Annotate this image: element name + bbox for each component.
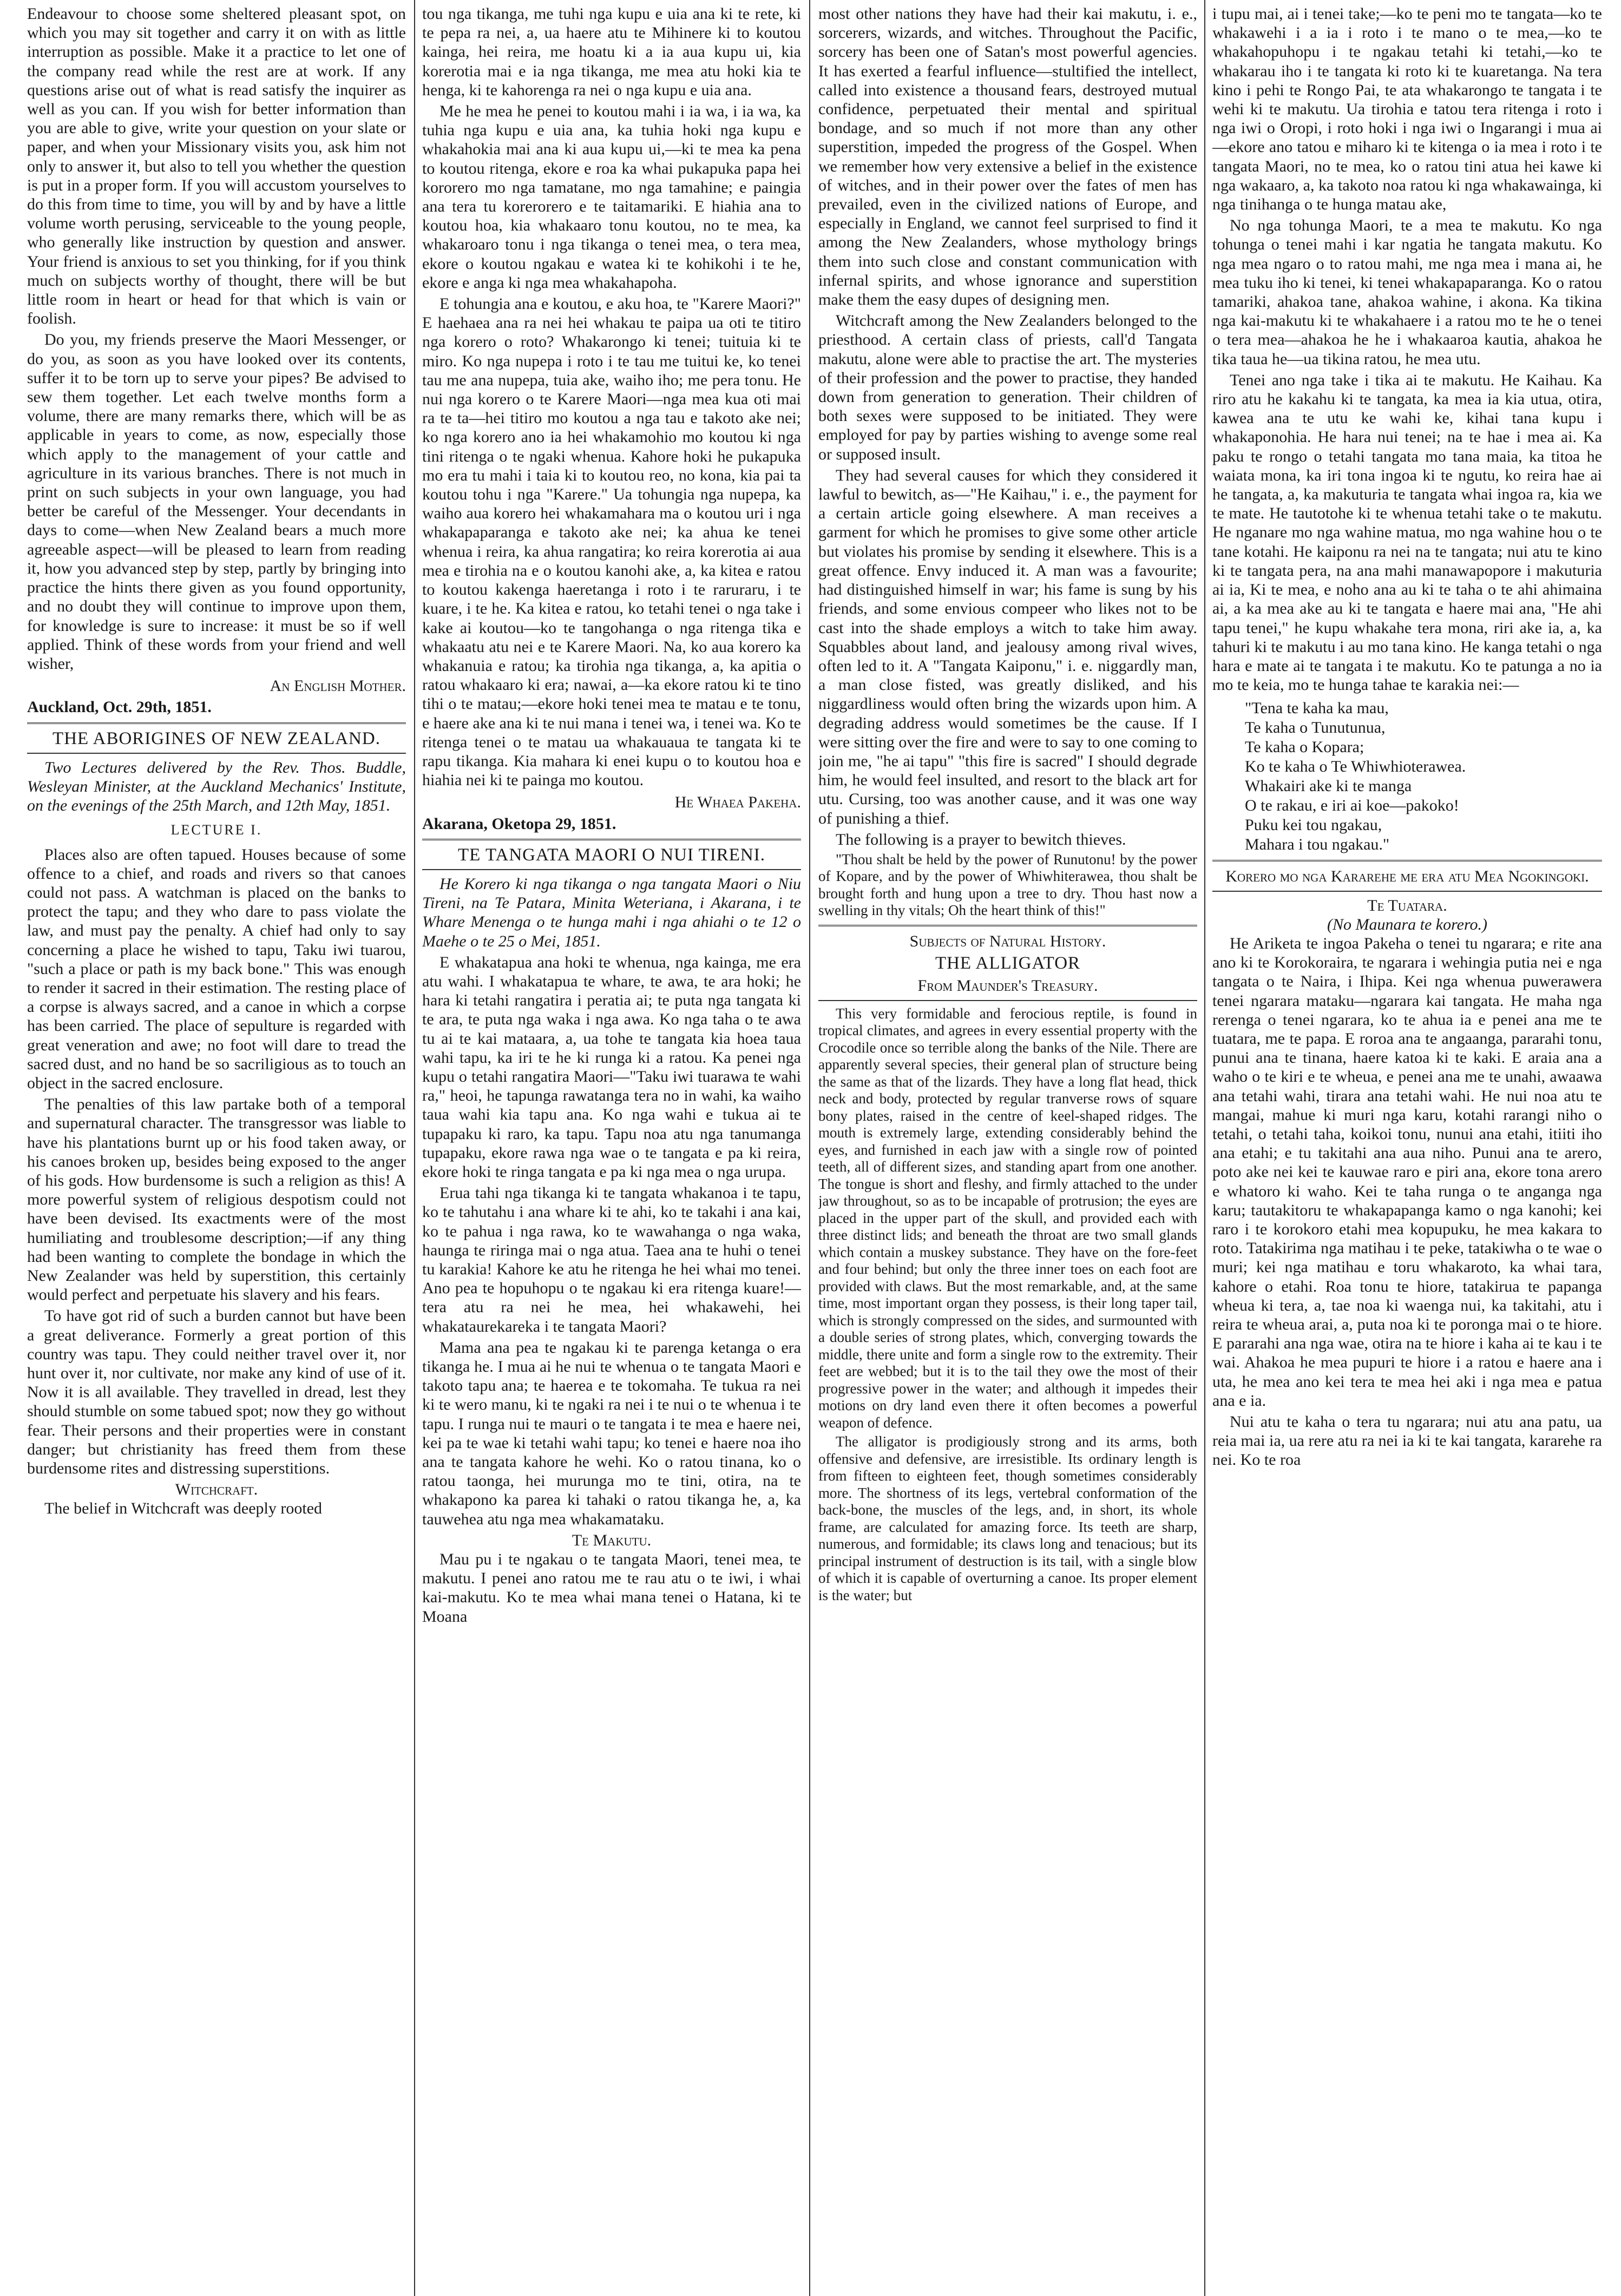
letter-dateline: Auckland, Oct. 29th, 1851. <box>27 698 212 716</box>
article-paragraph: Mau pu i te ngakau o te tangata Maori, tenei mea, te makutu. I penei ano ratou me te rau atu o te iwi, i whai kai-makutu. Ko te mea whai mana tenei o Hatana, ki te Moana <box>422 1550 801 1626</box>
article-paragraph: No nga tohunga Maori, te a mea te makutu. Ko nga tohunga o tenei mahi i kar ngatia he tangata makutu. Ko nga mea ngaro o to ratou mahi, me nga mea i mana ai, he mea tuku iho ki tenei, ki tenei whakapaparanga. Ko o ratou tamariki, ahakoa tane, ahakoa wahine, i akona. Ka tikina nga kai-makutu ki te whakahaere i a ratou mo te he o tenei o tera mea—ahakoa he he i whakaaroa kautia, ahakoa he tika taua he—ua tikina ratou, he mea utu. <box>1212 216 1602 368</box>
section-divider <box>1212 891 1602 892</box>
letter-paragraph: Me he mea he penei to koutou mahi i ia wa, i ia wa, ka tuhia nga kupu e uia ana, ka tuhia hoki nga kupu e whakahokia mai ana ki aua kupu ui,—ki te mea ka pena to koutou ritenga, ekore e roa ka whai pukapuka papa hei kororero mo nga tamatane, mo nga tamahine; e paingia ana tera tu korerorero e te taitamariki. E hiahia ana to koutou hoa, kia whakaaro tonu koutou, no te mea, ka whakaroaro tonu i nga tikanga o tenei mea, o tera mea, ekore o koutou ngakau e watea ki te kohikohi i te he, ekore e anga ki nga mea whakahapoha. <box>422 102 801 292</box>
lecture-paragraph: Places also are often tapued. Houses because of some offence to a chief, and roads and rivers so that canoes could not pass. A watchman is placed on the banks to protect the tapu; and they who dare to pass violate the law, and must pay the penalty. A chief had only to say concerning a place he wished to tapu, Taku iwi tuarou, "such a place or path is my back bone." This was enough to render it sacred in their estimation. The resting place of a corpse is always sacred, and a canoe in which a corpse has been carried. The place of sepulture is regarded with great veneration and awe; no foot will dare to tread the sacred dust, and no hand be so sacriligious as to touch an object in the sacred enclosure. <box>27 845 406 1092</box>
poem-line: "Tena te kaha ka mau, <box>1245 699 1389 718</box>
letter-paragraph: Do you, my friends preserve the Maori Messenger, or do you, as soon as you have looked over its contents, suffer it to be torn up to serve your pipes? Be advised to sew them together. Let each twelve months form a volume, there are many remarks there, which will be as applicable in years to come, as now, especially those which apply to the management of your cattle and agriculture in its various branches. There is not much in print on such subjects in your own language, you had better be careful of the Messenger. Your decendants in days to come—when New Zealand bears a much more agreeable aspect—will be pleased to learn from reading it, how you advanced step by step, partly by bringing into practice the hints there given as you found opportunity, and no doubt they will continue to improve upon them, for knowledge is sure to increase: it must be so if well applied. Think of these words from your friend and well wisher, <box>27 331 406 673</box>
section-divider <box>422 839 801 840</box>
article-paragraph: Nui atu te kaha o tera tu ngarara; nui atu ana patu, ua reia mai ia, ua rere atu ra nei ia ki te kai tangata, kararehe ra nei. Ko te roa <box>1212 1413 1602 1469</box>
lecture-paragraph: The belief in Witchcraft was deeply rooted <box>44 1499 323 1518</box>
article-paragraph: He Ariketa te ingoa Pakeha o tenei tu ngarara; e rite ana ano ki te Korokoraira, te ngarara i wehingia putia nei e nga tangata o te Naira, i Ihipa. Kei nga whenua puwerawera tenei ngarara mataku—ngarara kai tangata. He maha nga rerenga o tenei ngarara, ko te ahua ia e penei ana me te tuatara, me te papa. E roroa ana te angaanga, pararahi tonu, punui ana te tinana, haere katoa ki te kaki. E araia ana a waho o te kiri e te wheua, e penei ana me te unahi, awaawa ana tetahi wahi, tirara ana tetahi wahi. He nui noa atu te mangai, mahue ki muri nga karu, kotahi rarangi niho o tetahi, o tetahi taha, koikoi tonu, nunui ana etahi, itiiti iho ana etahi; e tu takitahi ana aua niho. Punui ana te arero, poto ake nei kei te kauwae raro e piri ana, ekore tona arero e whatoro ki waho. Kei te taha runga o te anganga nga karu; tautakitoru te whakapapanga kamo o nga kanohi; kei raro i te korokoro etahi mea kopupuku, he mea kakara to roto. Tatakirima nga matihau i te peke, tatakiwha o te wae o muri; kei nga matihau e toru whakaroto, ka whai tara, kahore o etahi. Roa tonu te hiore, tatakirua te papanga wheua ki tera, a, tae noa ki waenga nui, ka takitahi, atu i reira te wheua arai, a, puta noa ki te poronga mai o te hiore. E pararahi ana nga wae, otira na te hiore i kaha ai te kau i te wai. Ahakoa he mea pupuri te hiore i a ratou e haere ana i uta, he mea ano kei tera te mea hei aki i nga mea e patua ana e ia. <box>1212 934 1602 1410</box>
article-paragraph: The following is a prayer to bewitch thieves. <box>836 830 1126 848</box>
article-heading: TE TANGATA MAORI O NUI TIRENI. <box>458 845 765 865</box>
column-rule <box>1204 0 1205 2296</box>
section-divider <box>1212 860 1602 861</box>
letter-paragraph: tou nga tikanga, me tuhi nga kupu e uia ana ki te rete, ki te pepa ra nei, a, ua haere atu te Mihinere ki to koutou kainga, hei reira, me hoatu ki a ia aua kupu ui, kia korerotia mai e ia nga tikanga, me mea atu hoki kia te henga, ki te kahorenga ra nei o nga kupu e uia ana. <box>422 5 801 99</box>
column-1 <box>27 4 406 2292</box>
letter-dateline: Akarana, Oketopa 29, 1851. <box>422 814 616 833</box>
lecture-paragraph: To have got rid of such a burden cannot but have been a great deliverance. Formerly a great portion of this country was tapu. They could neither travel over it, nor hunt over it, nor cultivate, nor make any kind of use of it. Now it is all available. They travelled in dread, lest they should stumble on some tabued spot; now they go without fear. Their persons and their properties were in constant danger; but christianity has freed them from these burdensome rites and distressing superstitions. <box>27 1307 406 1478</box>
article-paragraph: E whakatapua ana hoki te whenua, nga kainga, me era atu wahi. I whakatapua te whare, te awa, te ara hoki; he hara ki tetahi rangatira i peratia ai; te puta nga tangata ki te ara, te puta nga waka i nga awa. Ko nga taha o te awa tu ai te kai mataara, a, ua tohe te tangata kia hoea taua wahi tapu, ka iri te he ki runga ki a ratou. Ka penei nga kupu o tetahi rangatira Maori—"Taku iwi tuarawa te wahi ra," heoi, he tapunga rawatanga tera no in wahi, ka waiho taua wahi kia tapu ana. Ko nga wahi e tukua ai te tupapaku ki raro, ka tapu. Tapu noa atu nga tanumanga tupapaku, ekore rawa nga wae o te tangata e pa ki reira, ekore hoki te ringa tangata e pa ki nga mea o nga urupa. <box>422 953 801 1181</box>
article-source: From Maunder's Treasury. <box>917 977 1098 995</box>
poem-line: Whakairi ake ki te manga <box>1245 777 1412 795</box>
article-heading: Te Tuatara. <box>1367 896 1447 915</box>
section-divider <box>818 925 1197 926</box>
section-subheading: Witchcraft. <box>175 1481 258 1499</box>
article-paragraph: i tupu mai, ai i tenei take;—ko te peni mo te tangata—ko te whakawehi i a ia i roto i te mano o te mea,—ko te whakahopuhopu i te ngakau tetahi ki tetahi,—ko te whakarau iho i te tangata ki roto ki te kuaretanga. Na tera kino i pehi te Rongo Pai, te ata whakarongo te tangata i te wehi ki te makutu. Ua tirohia e tatou tera ritenga i roto i nga iwi o Oropi, i roto hoki i nga iwi o Ingarangi i mua ai—ekore ano tatou e miharo ki te kitenga o ia mea i roto i te tangata Maori, no te mea, ko o ratou tini atua hei kawe ki nga wakaaro, a, ka takoto noa ratou ki nga whakawainga, ki nga tinihanga o te hunga matau ake, <box>1212 5 1602 214</box>
karakia-poem <box>1245 699 1602 854</box>
poem-line: Mahara i tou ngakau." <box>1245 835 1390 854</box>
lecture-paragraph: The penalties of this law partake both of a temporal and supernatural character. The transgressor was liable to have his plantations burnt up or his food taken away, or his canoes broken up, besides being exposed to the anger of his gods. How burdensome is such a religion as this! A more powerful system of religious despotism could not have been devised. Its exactments were of the most humiliating and troublesome description;—if any thing had been wanting to complete the bondage in which the New Zealander was held by superstition, this certainly would perfect and perpetuate his slavery and his fears. <box>27 1095 406 1304</box>
letter-paragraph: E tohungia ana e koutou, e aku hoa, te "Karere Maori?" E haehaea ana ra nei hei whakau te paipa ua oti te titiro nga korero o roto? Whakarongo ki tenei; tuituia ki te miro. Ko nga nupepa i roto i te tau me tuitui ke, ko tenei tau me ana nupepa, tuia ake, waiho iho; me pera tonu. He nui nga korero o te Karere Maori—nga mea kua oti mai ra te ta—hei titiro mo koutou a nga tau e takoto ake nei; ko nga korero ano ia hei whakamohio mo koutou ki nga tini ritenga o te ngaki whenua. Kahore hoki he pukapuka mo era tu mahi i taia ki to koutou reo, no kona, kia pai ta koutou tohu i nga "Karere." Ua tohungia nga nupepa, ka waiho aua korero hei whakamahara ma o koutou uri i nga whakapaparanga e takoto ake nei; ka ahua ke tenei whenua i reira, ka ahua rangatira; ko reira korerotia ai aua mea e tirohia na e o koutou kanohi ake, a, ka kitea e ratou to koutou kakenga haeretanga i roto i te raruraru, i te kuare, i te he. Ka kitea e ratou, ko tetahi tenei o nga take i kake ai koutou—ko te tangohanga o nga ritenga tika e whakaatu atu nei e te Karere Maori. Na, ko aua korero ka whakanuia e ratou; ka tirohia nga tikanga, a, ka apitia o ratou whakaaro ki era; nawai, a—ka ekore ratou ki te tino tihi o te matau;—ekore hoki tenei mea te matau e te tonu, e haere ake ana ki te nui mana i tenei wa, i tenei wa. Ko te ritenga tenei o te matau ua whakauaua te tangata ki te rapu tikanga. Kia mahara ki enei kupu o to koutou hoa e hiahia nei ki te painga mo koutou. <box>422 295 801 790</box>
poem-line: O te rakau, e iri ai koe—pakoko! <box>1245 797 1459 815</box>
column-2 <box>422 4 801 2292</box>
column-rule <box>809 0 810 2296</box>
letter-signature: An English Mother. <box>270 677 406 695</box>
article-source: (No Maunara te korero.) <box>1327 915 1488 933</box>
section-heading: Subjects of Natural History. <box>909 932 1106 950</box>
section-heading: Korero mo nga Kararehe me era atu Mea Ngokingoki. <box>1225 867 1589 886</box>
column-4 <box>1212 4 1602 2292</box>
article-paragraph: most other nations they have had their kai makutu, i. e., sorcerers, wizards, and witches. Throughout the Pacific, sorcery has been one of Satan's most powerful agencies. It has exerted a fearful influence—stultified the intellect, called into existence a thousand fears, destroyed mutual confidence, perpetuated their mental and spiritual bondage, and so much if not more than any other superstition, impeded the progress of the Gospel. When we remember how very extensive a belief in the existence of witches, and in their power over the fates of men has prevailed, even in the civilized nations of Europe, and especially in England, we cannot feel surprised to find it among the New Zealanders, whose mythology brings them into such close and constant communication with infernal spirits, and whose ignorance and superstition make them the easy dupes of designing men. <box>818 5 1197 309</box>
section-subheading: Te Makutu. <box>572 1531 652 1549</box>
poem-line: Te kaha o Kopara; <box>1245 738 1364 756</box>
prayer-quote: "Thou shalt be held by the power of Runutonu! by the power of Kopare, and by the power of Whiwhiterawea, thou shalt be brought forth and hung upon a tree to dry. Thou hast now a swelling in thy vitals; Oh the heart think of this!" <box>818 851 1197 919</box>
lecture-label: LECTURE I. <box>170 822 262 838</box>
poem-line: Te kaha o Tunutunua, <box>1245 719 1386 737</box>
article-paragraph: Mama ana pea te ngakau ki te parenga ketanga o era tikanga he. I mua ai he nui te whenua o te tangata Maori e takoto tapu ana; te haerea e te tokomaha. Te tukua ra nei ki te wero manu, ki te ngaki ra nei i te nui o te whenua i te tapu. I runga nui te mauri o te tangata i te mea e haere nei, kei pa te wae ki tetahi wahi tapu; ko tenei e haere noa iho ana te tangata kahore he wehi. Ko o ratou tinana, ko o ratou taonga, hei murunga mo te tini, otira, na te whakapono ka parea ki tahaki o ratou tikanga he, a, ka tauwehea atu nga mea whakamataku. <box>422 1338 801 1528</box>
article-paragraph: Erua tahi nga tikanga ki te tangata whakanoa i te tapu, ko te tahutahu i ana whare ki te ahi, ko te takahi i ana kai, ko te pahua i nga rawa, ko te wawahanga o nga waka, haunga te riringa mai o nga atua. Taea ana te huhi o tenei tu karakia! Kahore ke atu he ritenga he hei whai mo tenei. Ano pea te hopuhopu o te ngakau ki era ritenga kuare!—tera atu ra nei he mea, hei whakawehi, hei whakataurekareka i te tangata Maori? <box>422 1184 801 1336</box>
column-3 <box>818 4 1197 2292</box>
poem-line: Ko te kaha o Te Whiwhioterawea. <box>1245 758 1466 776</box>
article-heading: THE ALLIGATOR <box>935 953 1081 973</box>
column-rule <box>414 0 415 2296</box>
letter-paragraph: Endeavour to choose some sheltered pleasant spot, on which you may sit together and carry it on with as little interruption as possible. Make it a practice to let one of the company read while the rest are at work. If any questions arise out of what is read satisfy the inquirer as well as you can. If you wish for better information than you are able to give, write your question on your slate or paper, and when your Missionary visits you, ask him not only to answer it, but also to tell you whether the question is put in a proper form. If you will accustom yourselves to do this from time to time, you will by and by have a little volume worth perusing, serviceable to the young people, who generally like instruction by question and answer. Your friend is anxious to set you thinking, for if you think much on subjects worthy of thought, there will be but little room in heart or head for that which is vain or foolish. <box>27 5 406 328</box>
article-paragraph: They had several causes for which they considered it lawful to bewitch, as—"He Kaihau," i. e., the payment for a certain article going elsewhere. A man receives a garment for which he promises to give some other article but violates his promise by sending it elsewhere. This is a great offence. Envy induced it. A man was a favourite; had distinguished himself in war; his fame is sung by his friends, and some envious compeer who likes not to be cast into the shade employs a witch to take him away. Squabbles about land, and jealousy among rival wives, often led to it. A "Tangata Kaiponu," i. e. niggardly man, a man close fisted, was greatly disliked, and his niggardliness would often bring the wizards upon him. A degrading address would sometimes be the cause. If I were sitting over the fire and were to say to one coming to join me, "he ai tapu" "this fire is sacred" I should degrade him, he would feel insulted, and resort to the black art for utu. Cursing, too was another cause, and it was one way of punishing a thief. <box>818 466 1197 827</box>
poem-line: Puku kei tou ngakau, <box>1245 816 1382 834</box>
article-heading: THE ABORIGINES OF NEW ZEALAND. <box>52 728 380 748</box>
article-intro: Two Lectures delivered by the Rev. Thos. Buddle, Wesleyan Minister, at the Auckland Mechanics' Institute, on the evenings of the 25th March, and 12th May, 1851. <box>27 758 406 815</box>
section-divider <box>27 722 406 724</box>
section-divider <box>27 753 406 754</box>
section-divider <box>818 1000 1197 1001</box>
letter-signature: He Whaea Pakeha. <box>674 793 801 812</box>
article-paragraph: Witchcraft among the New Zealanders belonged to the priesthood. A certain class of priests, call'd Tangata makutu, alone were able to practise the art. The mysteries of their profession and the power to practise, they handed down from generation to generation. Their children of both sexes were supposed to be initiated. They were employed for pay by parties wishing to avenge some real or supposed insult. <box>818 312 1197 463</box>
section-divider <box>422 869 801 870</box>
article-intro: He Korero ki nga tikanga o nga tangata Maori o Niu Tireni, na Te Patara, Minita Weteriana, i Akarana, i te Whare Menenga o te hunga mahi i nga ahiahi o te 12 o Maehe o te 25 o Mei, 1851. <box>422 874 801 950</box>
article-paragraph: The alligator is prodigiously strong and its arms, both offensive and defensive, are irresistible. Its ordinary length is from fifteen to eighteen feet, though sometimes considerably more. The shortness of its legs, vertebral conformation of the back-bone, the muscles of the legs, and, in short, its whole frame, are calculated for amazing force. Its teeth are sharp, numerous, and formidable; its claws long and tenacious; but its principal instrument of destruction is its tail, with a single blow of which it is capable of overturning a canoe. Its proper element is the water; but <box>818 1433 1197 1603</box>
article-paragraph: This very formidable and ferocious reptile, is found in tropical climates, and agrees in every essential property with the Crocodile once so terrible along the banks of the Nile. There are apparently several species, their general plan of structure being the same as that of the lizards. They have a long flat head, thick neck and body, protected by regular tranverse rows of square bony plates, raised in the centre of keel-shaped ridges. The mouth is extremely large, extending considerably behind the eyes, and furnished in each jaw with a single row of pointed teeth, all of different sizes, and standing apart from one another. The tongue is short and fleshy, and firmly attached to the under jaw throughout, so as to be incapable of protrusion; the eyes are placed in the upper part of the skull, and provided each with three distinct lids; and beneath the throat are two small glands which contain a muskey substance. They have on the fore-feet and four behind; but only the three inner toes on each foot are provided with claws. But the most remarkable, and, at the same time, most important organ they possess, is their long taper tail, which is strongly compressed on the sides, and surmounted with a double series of strong plates, which, converging towards the middle, there unite and form a single row to the extremity. Their feet are webbed; but it is to the tail they owe the most of their progressive power in the water; and although it impedes their motions on dry land even there it often becomes a powerful weapon of defence. <box>818 1005 1197 1431</box>
article-paragraph: Tenei ano nga take i tika ai te makutu. He Kaihau. Ka riro atu he kakahu ki te tangata, ka mea ia kia utua, otira, kawea ana te utu ke wahi ke, kihai tana kupu i whakaponohia. He hara nui tenei; na te hae i mea ai. Ka paku te rongo o tetahi tangata mo tana maia, ka titoa he waiata mona, ka iri tona ingoa ki te ngutu, ko reira hae ai he tangata, a, ka makuturia te tangata whai ingoa ra, kia we te mate. He tautotohe ki te whenua tetahi take o te makutu. He nganare mo nga wahine matua, mo nga wahine hou o te tane kotahi. He kaiponu ra nei na te tangata; nui atu te kino ki te tangata pera, na ana mahi manawapopore i makuturia ai ia, Ki te mea, e noho ana au ki te taha o te ahi ahimaina ai, a ka mea ake au ki te tangata e haere mai ana, "He ahi tapu tenei," he kupu whakahe tera mona, riri ake ia, a, ka tahuri ki te makutu i au mo tana kino. He kanga tetahi o nga hara e mate ai te tangata i te makutu. Ko te patunga a no ia mo te keia, mo te hunga tahae te karakia nei:— <box>1212 371 1602 694</box>
